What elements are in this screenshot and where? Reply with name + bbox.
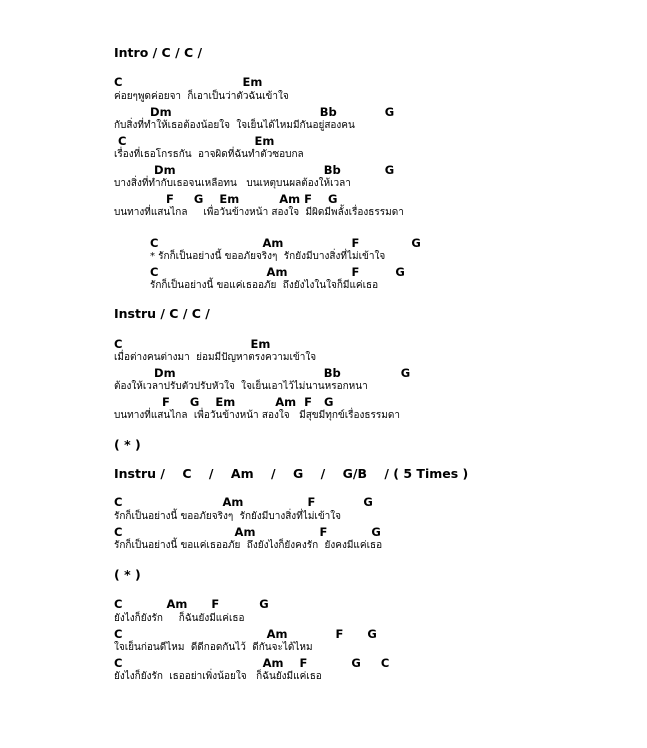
- chord-line: C Am F G: [114, 627, 377, 641]
- chord-line: C Am F G: [114, 597, 269, 611]
- instru-heading: Instru / C / Am / G / G/B / ( 5 Times ): [114, 466, 469, 481]
- lyric-line: เรื่องที่เธอโกรธกัน อาจผิดที่ฉันทำตัวซอบกล: [114, 149, 304, 160]
- lyric-line: รักก็เป็นอย่างนี้ ขอแค่เธออภัย ถึงยังไงก็ยังคงรัก ยังคงมีแค่เธอ: [114, 540, 383, 551]
- chorus-repeat-marker: ( * ): [114, 437, 141, 452]
- lyric-line: กับสิ่งที่ทำให้เธอต้องน้อยใจ ใจเย็นได้ไหมมีกันอยู่สองคน: [114, 120, 355, 131]
- chord-line: C Em: [114, 134, 275, 148]
- lyric-line: บนทางที่แสนไกล เพื่อวันข้างหน้า สองใจ มีผิดมีพลั้งเรื่องธรรมดา: [114, 207, 404, 218]
- lyric-line: ค่อยๆพูดค่อยจา ก็เอาเป็นว่าตัวฉันเข้าใจ: [114, 91, 289, 102]
- lyric-line: รักก็เป็นอย่างนี้ ขอแค่เธออภัย ถึงยังไงในใจก็มีแค่เธอ: [150, 280, 379, 291]
- lyric-line: รักก็เป็นอย่างนี้ ขออภัยจริงๆ รักยังมีบางสิ่งที่ไม่เข้าใจ: [114, 511, 342, 522]
- lyric-line: ยังไงก็ยังรัก เธออย่าเพิ่งน้อยใจ ก็ฉันยังมีแค่เธอ: [114, 671, 322, 682]
- chord-line: Dm Bb G: [114, 105, 395, 119]
- lyric-line: บนทางที่แสนไกล เพื่อวันข้างหน้า สองใจ มีสุขมีทุกข์เรื่องธรรมดา: [114, 410, 400, 421]
- chord-line: Dm Bb G: [114, 163, 395, 177]
- chord-line: C Em: [114, 337, 271, 351]
- instru-heading: Instru / C / C /: [114, 306, 210, 321]
- chord-line: Dm Bb G: [114, 366, 411, 380]
- chord-line: C Am F G C: [114, 656, 390, 670]
- lyric-line: * รักก็เป็นอย่างนี้ ขออภัยจริงๆ รักยังมีบางสิ่งที่ไม่เข้าใจ: [150, 251, 386, 262]
- intro-heading: Intro / C / C /: [114, 45, 203, 60]
- chord-line: C Am F G: [150, 236, 421, 250]
- chorus-repeat-marker: ( * ): [114, 567, 141, 582]
- lyric-line: ยังไงก็ยังรัก ก็ฉันยังมีแค่เธอ: [114, 613, 245, 624]
- lyric-line: ใจเย็นก่อนดีไหม ดีดีกอดกันไว้ ดีกันจะได้ไหม: [114, 642, 313, 653]
- chord-line: C Am F G: [114, 495, 373, 509]
- lyric-line: เมื่อต่างคนต่างมา ย่อมมีปัญหาตรงความเข้าใจ: [114, 352, 317, 363]
- chord-line: C Am F G: [114, 525, 381, 539]
- lyric-line: บางสิ่งที่ทำกับเธอจนเหลือทน บนเหตุบนผลต้องให้เวลา: [114, 178, 351, 189]
- chord-line: F G Em Am F G: [114, 192, 338, 206]
- chord-line: F G Em Am F G: [114, 395, 334, 409]
- chord-line: C Am F G: [150, 265, 405, 279]
- lyric-line: ต้องให้เวลาปรับตัวปรับหัวใจ ใจเย็นเอาไว้ไม่นานหรอกหนา: [114, 381, 368, 392]
- chord-line: C Em: [114, 75, 263, 89]
